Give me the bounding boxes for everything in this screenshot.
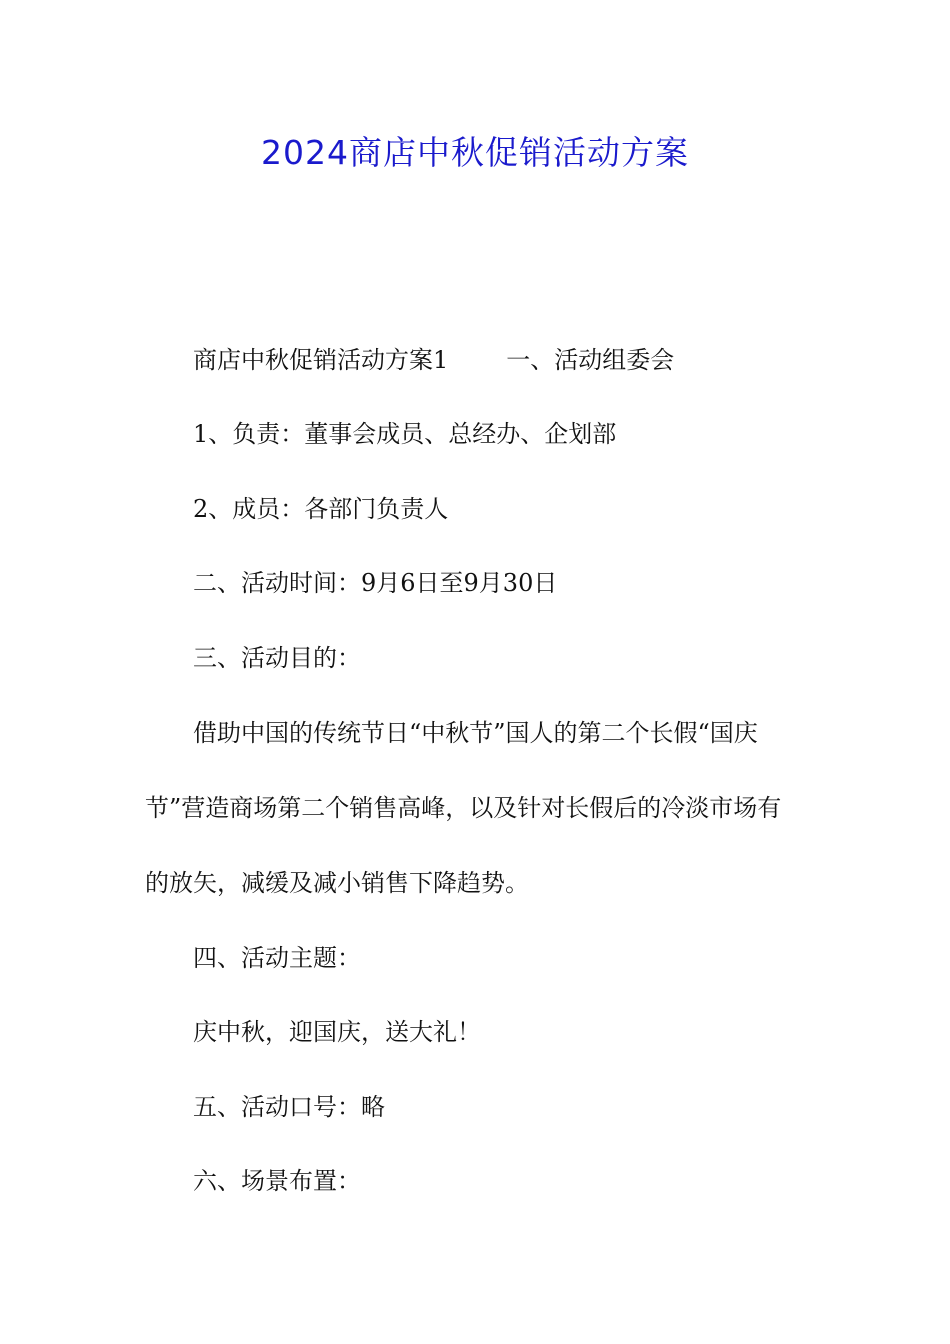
document-title: 2024商店中秋促销活动方案 bbox=[261, 133, 689, 172]
paragraph-activity-time: 二、活动时间：9月6日至9月30日 bbox=[193, 569, 558, 597]
plan-heading-text: 商店中秋促销活动方案1 bbox=[193, 346, 449, 374]
paragraph-theme: 庆中秋，迎国庆，送大礼！ bbox=[193, 1018, 481, 1046]
paragraph-responsible: 1、负责：董事会成员、总经办、企划部 bbox=[193, 420, 617, 448]
paragraph-purpose-line-2: 节”营造商场第二个销售高峰，以及针对长假后的冷淡市场有 bbox=[145, 794, 782, 822]
section-six-heading: 六、场景布置： bbox=[193, 1167, 361, 1195]
section-one-heading: 一、活动组委会 bbox=[506, 346, 675, 374]
section-four-heading: 四、活动主题： bbox=[193, 944, 361, 972]
paragraph-plan-heading bbox=[193, 343, 674, 377]
paragraph-purpose-line-1: 借助中国的传统节日“中秋节”国人的第二个长假“国庆 bbox=[193, 719, 758, 747]
section-three-heading: 三、活动目的： bbox=[193, 644, 361, 672]
paragraph-members: 2、成员：各部门负责人 bbox=[193, 495, 449, 523]
paragraph-slogan: 五、活动口号：略 bbox=[193, 1093, 385, 1121]
paragraph-purpose-line-3: 的放矢，减缓及减小销售下降趋势。 bbox=[145, 869, 529, 897]
